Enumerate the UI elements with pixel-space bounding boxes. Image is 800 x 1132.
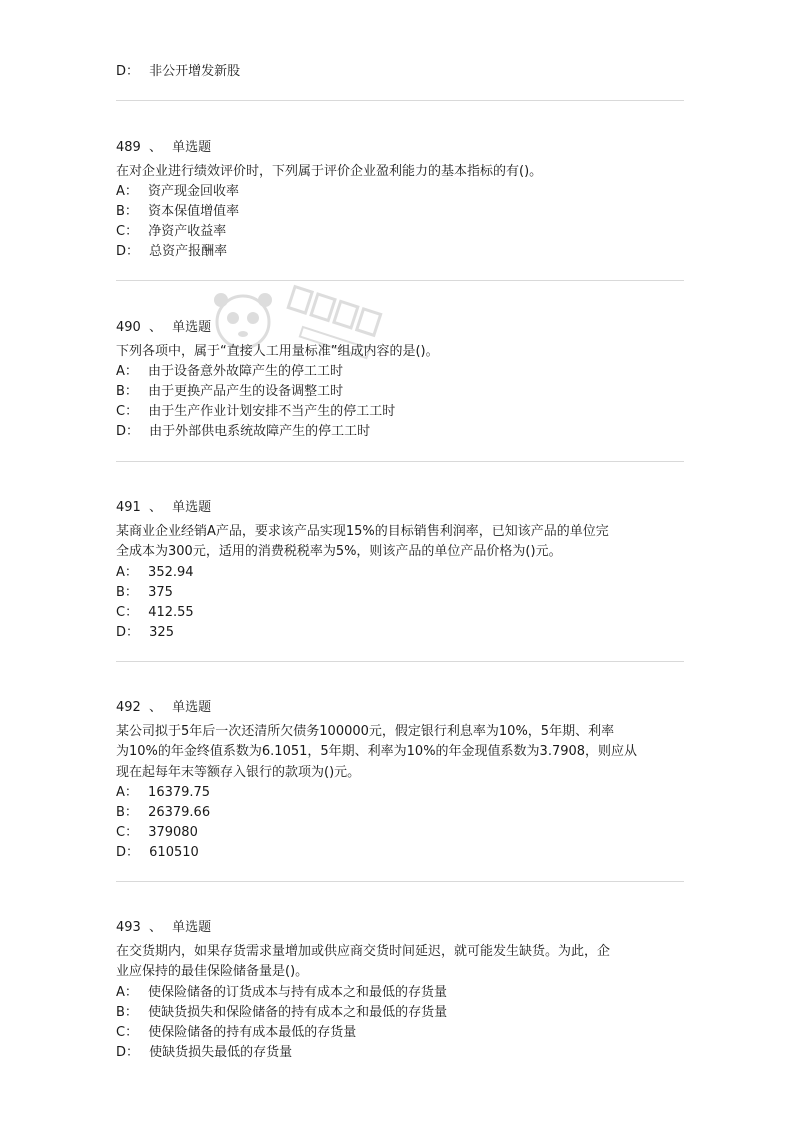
option-letter: C： [116,404,139,419]
question-separator: 、 [148,500,162,515]
option-row [116,202,239,222]
question-number: 490 [116,320,141,335]
option-text: 由于外部供电系统故障产生的停工工时 [149,424,371,439]
option-letter: B： [116,384,138,399]
option-row [116,1003,447,1023]
question-number: 492 [116,700,141,715]
option-row [116,563,194,583]
option-row [116,242,227,262]
option-letter: C： [116,1025,139,1040]
option-text: 610510 [149,845,199,860]
option-text: 16379.75 [148,785,211,800]
option-letter: D： [116,64,140,79]
question-header [116,918,211,938]
option-text: 375 [148,585,173,600]
option-text: 使缺货损失和保险储备的持有成本之和最低的存货量 [148,1005,448,1020]
option-letter: D： [116,845,140,860]
option-letter: C： [116,224,139,239]
question-type: 单选题 [172,700,212,715]
question-header [116,498,211,518]
divider [116,100,684,101]
question-stem: 全成本为300元，适用的消费税税率为5%，则该产品的单位产品价格为()元。 [116,544,562,559]
option-text: 由于设备意外故障产生的停工工时 [148,364,344,379]
option-text: 资本保值增值率 [148,204,240,219]
divider [116,661,684,662]
question-stem: 在交货期内，如果存货需求量增加或供应商交货时间延迟，就可能发生缺货。为此，企 [116,944,611,959]
question-stem: 某公司拟于5年后一次还清所欠债务100000元，假定银行利息率为10%，5年期、利率 [116,724,615,739]
option-row [116,222,226,242]
question-stem: 业应保持的最佳保险储备量是()。 [116,964,309,979]
option-row [116,603,194,623]
option-text: 412.55 [148,605,194,620]
option-text: 使缺货损失最低的存货量 [149,1045,293,1060]
option-row [116,362,343,382]
question-number: 493 [116,920,141,935]
option-row [116,402,395,422]
option-text: 325 [149,625,174,640]
question-separator: 、 [148,700,162,715]
option-letter: D： [116,625,140,640]
option-text: 由于生产作业计划安排不当产生的停工工时 [148,404,396,419]
option-row [116,62,240,82]
option-letter: C： [116,825,139,840]
question-header [116,318,211,338]
option-text: 352.94 [148,565,194,580]
option-row [116,623,174,643]
question-separator: 、 [148,320,162,335]
option-letter: D： [116,244,140,259]
option-row [116,843,199,863]
option-letter: D： [116,1045,140,1060]
question-stem: 现在起每年末等额存入银行的款项为()元。 [116,765,361,780]
question-type: 单选题 [172,140,212,155]
question-stem: 某商业企业经销A产品，要求该产品实现15%的目标销售利润率，已知该产品的单位完 [116,524,609,539]
option-text: 使保险储备的订货成本与持有成本之和最低的存货量 [148,985,448,1000]
divider [116,280,684,281]
option-text: 使保险储备的持有成本最低的存货量 [148,1025,357,1040]
option-row [116,422,370,442]
option-letter: A： [116,985,138,1000]
question-number: 489 [116,140,141,155]
option-letter: B： [116,805,138,820]
option-row [116,783,210,803]
divider [116,461,684,462]
option-letter: A： [116,565,138,580]
option-row [116,983,447,1003]
option-letter: B： [116,585,138,600]
option-row [116,1043,292,1063]
divider [116,881,684,882]
option-letter: B： [116,204,138,219]
question-type: 单选题 [172,500,212,515]
question-separator: 、 [148,920,162,935]
option-row [116,803,210,823]
option-row [116,583,173,603]
question-header [116,698,211,718]
option-text: 资产现金回收率 [148,184,240,199]
question-separator: 、 [148,140,162,155]
option-text: 净资产收益率 [148,224,227,239]
option-letter: A： [116,364,138,379]
option-text: 379080 [148,825,198,840]
option-row [116,1023,356,1043]
option-row [116,823,198,843]
option-letter: A： [116,184,138,199]
question-stem: 为10%的年金终值系数为6.1051，5年期、利率为10%的年金现值系数为3.7908，则应从 [116,744,638,759]
option-text: 总资产报酬率 [149,244,228,259]
question-header [116,138,211,158]
question-type: 单选题 [172,320,212,335]
option-text: 26379.66 [148,805,211,820]
question-stem: 在对企业进行绩效评价时，下列属于评价企业盈利能力的基本指标的有()。 [116,164,543,179]
question-stem: 下列各项中，属于“直接人工用量标准”组成内容的是()。 [116,344,439,359]
option-text: 由于更换产品产生的设备调整工时 [148,384,344,399]
option-row [116,382,343,402]
option-letter: A： [116,785,138,800]
option-letter: D： [116,424,140,439]
option-letter: C： [116,605,139,620]
question-number: 491 [116,500,141,515]
option-letter: B： [116,1005,138,1020]
question-type: 单选题 [172,920,212,935]
option-text: 非公开增发新股 [149,64,241,79]
option-row [116,182,239,202]
